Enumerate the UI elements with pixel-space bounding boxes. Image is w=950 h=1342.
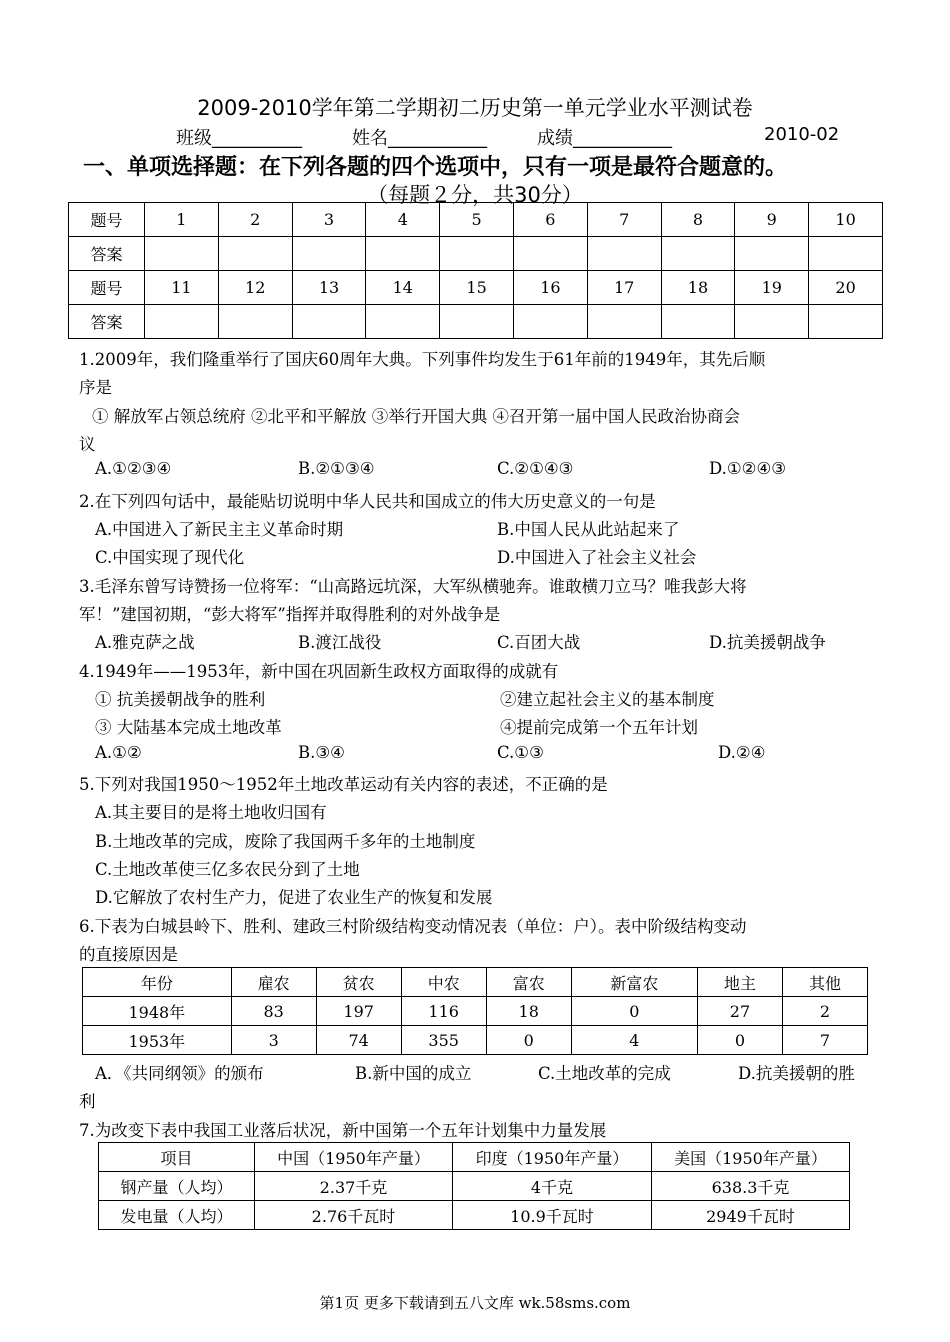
answer-cell[interactable] [587,305,661,339]
question-3-text-cont: 军！”建国初期，“彭大将军”指挥并取得胜利的对外战争是 [79,605,501,624]
q3-option-b[interactable]: B.渡江战役 [298,633,382,652]
answer-label: 答案 [69,305,145,339]
name-field: 姓名___________ [352,128,487,149]
q2-option-c[interactable]: C.中国实现了现代化 [95,548,245,567]
q4-item-1: ① 抗美援朝战争的胜利 [95,690,266,709]
exam-date: 2010-02 [764,124,840,145]
q6-option-a[interactable]: A．《共同纲领》的颁布 [95,1064,264,1083]
question-number: 3 [292,203,366,237]
answer-table [68,202,883,339]
question-1-text-cont: 序是 [79,378,112,397]
q4-option-c[interactable]: C.①③ [497,743,544,762]
question-number: 8 [661,203,735,237]
question-number: 1 [145,203,219,237]
q2-option-b[interactable]: B.中国人民从此站起来了 [497,520,680,539]
question-1-items-cont: 议 [79,435,96,454]
table-cell: 638.3千克 [652,1172,850,1201]
q4-option-d[interactable]: D.②④ [718,743,766,762]
table-cell: 0 [571,997,697,1026]
table-cell: 197 [316,997,401,1026]
q3-option-d[interactable]: D.抗美援朝战争 [709,633,826,652]
table-cell: 发电量（人均） [99,1201,255,1230]
question-number: 12 [218,271,292,305]
question-6-text: 6.下表为白城县岭下、胜利、建政三村阶级结构变动情况表（单位：户）。表中阶级结构变动 [79,917,747,936]
answer-cell[interactable] [366,237,440,271]
question-number: 7 [587,203,661,237]
question-number: 15 [440,271,514,305]
page-title: 2009-2010学年第二学期初二历史第一单元学业水平测试卷 [197,96,753,120]
q1-option-d[interactable]: D.①②④③ [709,459,787,478]
table-cell: 7 [782,1026,867,1055]
q5-option-c[interactable]: C.土地改革使三亿多农民分到了土地 [95,860,360,879]
question-7-text: 7.为改变下表中我国工业落后状况，新中国第一个五年计划集中力量发展 [79,1121,607,1140]
question-4-text: 4.1949年——1953年，新中国在巩固新生政权方面取得的成就有 [79,662,559,681]
q1-option-b[interactable]: B.②①③④ [298,459,375,478]
table-header: 印度（1950年产量） [453,1143,652,1172]
question-5-text: 5.下列对我国1950～1952年土地改革运动有关内容的表述，不正确的是 [79,775,608,794]
question-2-text: 2.在下列四句话中，最能贴切说明中华人民共和国成立的伟大历史意义的一句是 [79,492,656,511]
answer-cell[interactable] [735,305,809,339]
answer-cell[interactable] [145,237,219,271]
q3-option-a[interactable]: A.雅克萨之战 [95,633,195,652]
q4-item-4: ④提前完成第一个五年计划 [500,718,698,737]
table-header: 年份 [83,968,232,997]
answer-cell[interactable] [292,237,366,271]
question-1-text: 1.2009年，我们隆重举行了国庆60周年大典。下列事件均发生于61年前的1949年，其先后顺 [79,350,766,369]
question-number: 20 [809,271,883,305]
table-cell: 2.76千瓦时 [255,1201,453,1230]
q6-option-b[interactable]: B.新中国的成立 [355,1064,472,1083]
class-structure-table [82,967,868,1055]
answer-cell[interactable] [735,237,809,271]
question-number: 19 [735,271,809,305]
table-header: 雇农 [231,968,316,997]
answer-cell[interactable] [292,305,366,339]
question-number: 18 [661,271,735,305]
section-note: （每题２分，共30分） [367,183,583,207]
table-cell: 2949千瓦时 [652,1201,850,1230]
q6-option-d-cont: 利 [79,1092,96,1111]
q4-item-2: ②建立起社会主义的基本制度 [500,690,715,709]
table-cell: 4 [571,1026,697,1055]
q5-option-a[interactable]: A.其主要目的是将土地收归国有 [95,803,327,822]
table-header: 富农 [486,968,571,997]
answer-cell[interactable] [809,237,883,271]
question-number: 5 [440,203,514,237]
answer-label: 答案 [69,237,145,271]
class-field: 班级__________ [176,128,302,149]
answer-cell[interactable] [809,305,883,339]
question-3-text: 3.毛泽东曾写诗赞扬一位将军：“山高路远坑深，大军纵横驰奔。谁敢横刀立马？唯我彭大将 [79,577,747,596]
table-header: 新富农 [571,968,697,997]
table-header: 其他 [782,968,867,997]
table-cell: 1953年 [83,1026,232,1055]
answer-cell[interactable] [366,305,440,339]
table-cell: 0 [486,1026,571,1055]
table-cell: 0 [697,1026,782,1055]
row-label: 题号 [69,271,145,305]
table-cell: 2 [782,997,867,1026]
table-cell: 4千克 [453,1172,652,1201]
answer-cell[interactable] [513,237,587,271]
q4-option-b[interactable]: B.③④ [298,743,345,762]
answer-cell[interactable] [661,305,735,339]
q6-option-c[interactable]: C.土地改革的完成 [538,1064,671,1083]
industry-comparison-table [98,1142,850,1230]
section-heading: 一、单项选择题：在下列各题的四个选项中，只有一项是最符合题意的。 [83,155,788,180]
table-header: 美国（1950年产量） [652,1143,850,1172]
table-cell: 74 [316,1026,401,1055]
q5-option-b[interactable]: B.土地改革的完成，废除了我国两千多年的土地制度 [95,832,476,851]
score-field: 成绩___________ [537,128,672,149]
question-number: 11 [145,271,219,305]
table-cell: 10.9千瓦时 [453,1201,652,1230]
answer-cell[interactable] [513,305,587,339]
page-footer: 第1页 更多下载请到五八文库 wk.58sms.com [319,1294,631,1312]
question-number: 9 [735,203,809,237]
table-cell: 18 [486,997,571,1026]
table-cell: 2.37千克 [255,1172,453,1201]
q2-option-a[interactable]: A.中国进入了新民主主义革命时期 [95,520,344,539]
q6-option-d[interactable]: D.抗美援朝的胜 [738,1064,855,1083]
table-header: 项目 [99,1143,255,1172]
q3-option-c[interactable]: C.百团大战 [497,633,581,652]
table-cell: 355 [401,1026,486,1055]
answer-cell[interactable] [440,237,514,271]
question-6-text-cont: 的直接原因是 [79,945,178,964]
table-header: 中国（1950年产量） [255,1143,453,1172]
question-1-items: ① 解放军占领总统府 ②北平和平解放 ③举行开国大典 ④召开第一届中国人民政治协商会 [92,407,740,426]
question-number: 4 [366,203,440,237]
table-header: 地主 [697,968,782,997]
table-cell: 3 [231,1026,316,1055]
question-number: 13 [292,271,366,305]
question-number: 17 [587,271,661,305]
table-header: 贫农 [316,968,401,997]
question-number: 16 [513,271,587,305]
question-number: 14 [366,271,440,305]
q5-option-d[interactable]: D.它解放了农村生产力，促进了农业生产的恢复和发展 [95,888,493,907]
table-cell: 83 [231,997,316,1026]
q1-option-a[interactable]: A.①②③④ [95,459,172,478]
q1-option-c[interactable]: C.②①④③ [497,459,574,478]
table-cell: 1948年 [83,997,232,1026]
q2-option-d[interactable]: D.中国进入了社会主义社会 [497,548,697,567]
table-header: 中农 [401,968,486,997]
row-label: 题号 [69,203,145,237]
table-cell: 27 [697,997,782,1026]
q4-item-3: ③ 大陆基本完成土地改革 [95,718,282,737]
answer-cell[interactable] [661,237,735,271]
answer-cell[interactable] [218,237,292,271]
answer-cell[interactable] [440,305,514,339]
question-number: 2 [218,203,292,237]
answer-cell[interactable] [587,237,661,271]
q4-option-a[interactable]: A.①② [95,743,142,762]
answer-cell[interactable] [145,305,219,339]
question-number: 6 [513,203,587,237]
table-cell: 116 [401,997,486,1026]
answer-cell[interactable] [218,305,292,339]
question-number: 10 [809,203,883,237]
table-cell: 钢产量（人均） [99,1172,255,1201]
